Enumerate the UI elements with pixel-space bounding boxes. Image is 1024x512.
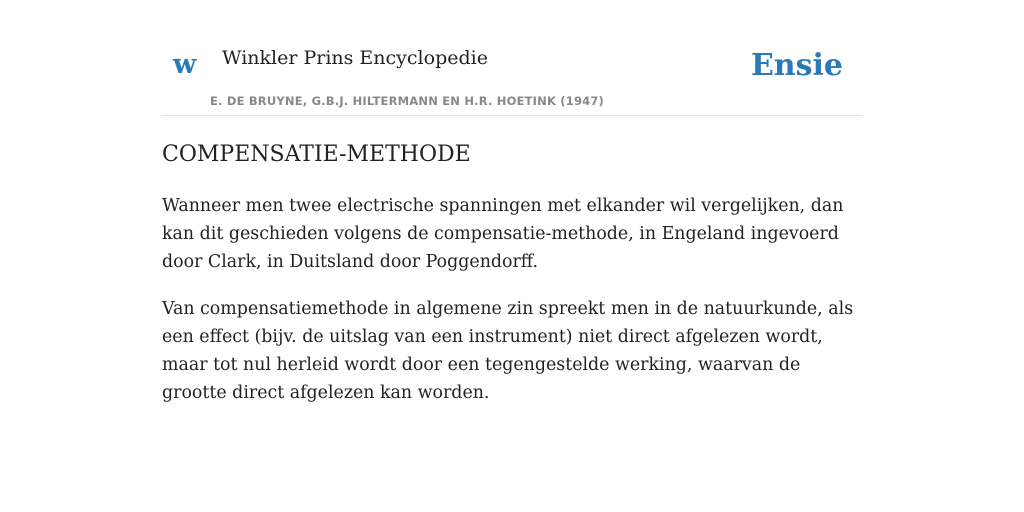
encyclopedia-title-link[interactable]: Winkler Prins Encyclopedie (222, 47, 488, 69)
article-paragraph-2: Van compensatiemethode in algemene zin spreekt men in de natuurkunde, als een effect (bijv. de uitslag van een instrument) niet direct afgelezen wordt, maar tot nul herleid wordt door een tegengestelde werking, waarvan de grootte direct afgelezen kan worden. (162, 299, 854, 403)
ensie-brand-logo[interactable]: Ensie (750, 48, 843, 83)
encyclopedia-logo[interactable]: w (173, 49, 197, 80)
article-title: COMPENSATIE-METHODE (162, 142, 471, 167)
encyclopedia-header (162, 0, 862, 116)
article-paragraph-1: Wanneer men twee electrische spanningen met elkander wil vergelijken, dan kan dit geschieden volgens de compensatie-methode, in Engeland ingevoerd door Clark, in Duitsland door Poggendorff. (162, 196, 844, 272)
page-container (162, 0, 862, 403)
encyclopedia-authors: E. DE BRUYNE, G.B.J. HILTERMANN EN H.R. HOETINK (1947) (210, 94, 605, 108)
article-body (162, 192, 862, 426)
